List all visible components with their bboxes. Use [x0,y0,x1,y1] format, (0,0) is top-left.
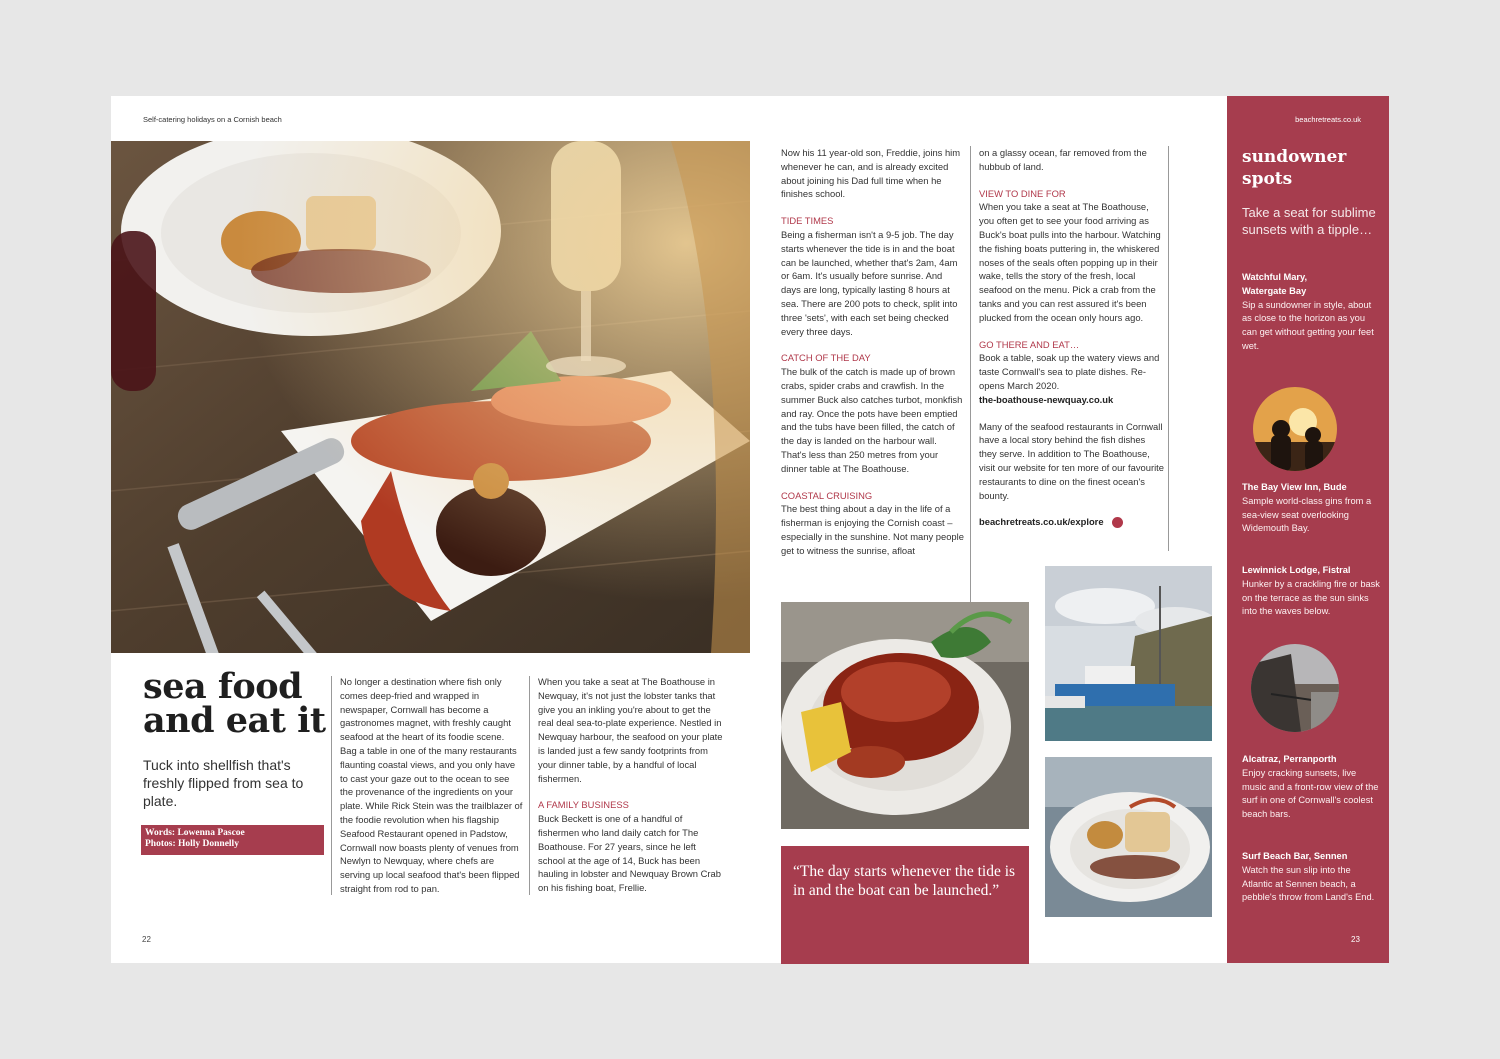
credit-words: Words: Lowenna Pascoe [145,828,245,838]
body-column-4 [979,146,1165,542]
section-heading: A FAMILY BUSINESS [538,799,629,811]
section-heading: VIEW TO DINE FOR [979,187,1066,199]
body-paragraph: No longer a destination where fish only comes deep-fried and wrapped in newspaper, Cornwall has become a gastronomes magnet, with freshly caught seafood at the heart of its foodie scene. Bag a table in one of the many restaurants flaunting coastal views, and you only have to cast your gaze out to the ocean to see the provenance of the ingredients on your plate. While Rick Stein was the trailblazer of the foodie revolution when his flagship Seafood Restaurant opened in Padstow, Cornwall now boasts plenty of venues from Newlyn to Newquay, where chefs are serving up local seafood that's been flipped straight from rod to pan. [340,676,523,894]
article-title: sea food and eat it [143,666,326,741]
boathouse-link[interactable]: the-boathouse-newquay.co.uk [979,393,1114,405]
running-header-left: Self-catering holidays on a Cornish beach [143,115,282,124]
sidebar-item [1242,271,1382,354]
section-heading: CATCH OF THE DAY [781,352,871,364]
page-number-left: 22 [142,935,151,944]
crab-photo [781,602,1029,829]
sidebar-item-text: Enjoy cracking sunsets, live music and a front-row view of the surf in one of Cornwall's coolest beach bars. [1242,767,1379,820]
sidebar-item [1242,753,1382,822]
sidebar-item [1242,481,1382,536]
sidebar-item-name: Lewinnick Lodge, Fistral [1242,565,1351,575]
body-paragraph: Being a fisherman isn't a 9-5 job. The day starts whenever the tide is in and the boat can be launched, whether that's 2am, 4am or 6am. It's usually before sunrise. And days are long, typically lasting 8 hours at sea. There are 200 pots to check, split into three 'sets', with each set being checked every three days. [781,228,958,337]
running-header-right: beachretreats.co.uk [1295,115,1361,124]
page-number-right: 23 [1351,935,1360,944]
sidebar-intro: Take a seat for sublime sunsets with a tipple… [1242,205,1376,237]
body-column-2 [538,675,723,908]
column-rule [331,676,332,895]
sidebar-item-text: Watch the sun slip into the Atlantic at Sennen beach, a pebble's throw from Land's End. [1242,864,1375,903]
section-heading: COASTAL CRUISING [781,489,873,501]
sundowner-sidebar [1227,96,1389,963]
body-paragraph: The best thing about a day in the life of a fisherman is enjoying the Cornish coast – especially in the sunshine. Not many people get to witness the sunrise, afloat [781,503,964,556]
sidebar-item-text: Sample world-class gins from a sea-view seat overlooking Widemouth Bay. [1242,495,1372,534]
hero-photo-seafood-plate [111,141,750,653]
pull-quote: “The day starts whenever the tide is in and the boat can be launched.” [781,846,1029,964]
body-column-3 [781,146,964,571]
harbour-boats-photo [1045,566,1212,741]
sidebar-item-name: The Bay View Inn, Bude [1242,482,1347,492]
fish-plate-photo [1045,757,1212,917]
sidebar-item-text: Sip a sundowner in style, about as close to the horizon as you can get without getting your feet wet. [1242,299,1374,351]
body-paragraph: Book a table, soak up the watery views and taste Cornwall's sea to plate dishes. Re-opens March 2020. [979,352,1160,391]
credit-photos: Photos: Holly Donnelly [145,839,239,849]
sidebar-item-text: Hunker by a crackling fire or bask on the terrace as the sun sinks into the waves below. [1242,578,1380,617]
pen-icon [1112,517,1123,528]
article-standfirst: Tuck into shellfish that's freshly flipped from sea to plate. [143,757,304,809]
section-heading: TIDE TIMES [781,215,834,227]
sidebar-item [1242,850,1382,905]
body-paragraph: When you take a seat at The Boathouse, you often get to see your food arriving as Buck's boat pulls into the harbour. Watching the fishing boats puttering in, the whiskered noses of the seals often popping up in their wake, tells the story of the fresh, local seafood on the menu. Pick a crab from the tanks and you can rest assured it's been plucked from the ocean only hours ago. [979,201,1161,323]
section-heading: GO THERE AND EAT… [979,338,1080,350]
terrace-photo-circle [1251,644,1339,732]
sidebar-item [1242,564,1382,619]
body-paragraph: When you take a seat at The Boathouse in Newquay, it's not just the lobster tanks that give you an inkling you're about to get the real deal sea-to-plate experience. Nestled in Newquay harbour, the seafood on your plate is landed just a few sandy footprints from your dinner table, by a handful of local fishermen. [538,676,723,784]
magazine-spread [111,96,1389,963]
sidebar-item-name: Alcatraz, Perranporth [1242,754,1337,764]
body-paragraph: The bulk of the catch is made up of brown crabs, spider crabs and crawfish. In the summer Buck also catches turbot, monkfish and ray. Once the pots have been emptied and the tubs have been filled, the catch of the day is landed on the harbour wall. That's less than 250 metres from your dinner table at The Boathouse. [781,366,963,474]
credits-box [141,825,324,855]
body-paragraph: on a glassy ocean, far removed from the hubbub of land. [979,147,1147,172]
sunset-photo-circle [1253,387,1337,471]
body-paragraph: Now his 11 year-old son, Freddie, joins him whenever he can, and is already excited about joining his Dad full time when he finishes school. [781,147,961,200]
body-paragraph: Many of the seafood restaurants in Cornwall have a local story behind the fish dishes they serve. In addition to The Boathouse, visit our website for ten more of our favourite restaurants to dine on the finest ocean's bounty. [979,420,1164,501]
sidebar-item-name: Watchful Mary, [1242,272,1308,282]
explore-link[interactable]: beachretreats.co.uk/explore [979,515,1165,529]
column-rule [1168,146,1169,551]
sidebar-item-name: Watergate Bay [1242,285,1307,296]
body-paragraph: Buck Beckett is one of a handful of fishermen who land daily catch for The Boathouse. For 27 years, since he left school at the age of 14, Buck has been hauling in lobster and Newquay Brown Crab on his fishing boat, Frellie. [538,813,721,894]
sidebar-item-name: Surf Beach Bar, Sennen [1242,851,1348,861]
sidebar-title: sundowner spots [1242,147,1347,189]
body-column-1 [340,675,523,909]
column-rule [970,146,971,623]
column-rule [529,676,530,895]
